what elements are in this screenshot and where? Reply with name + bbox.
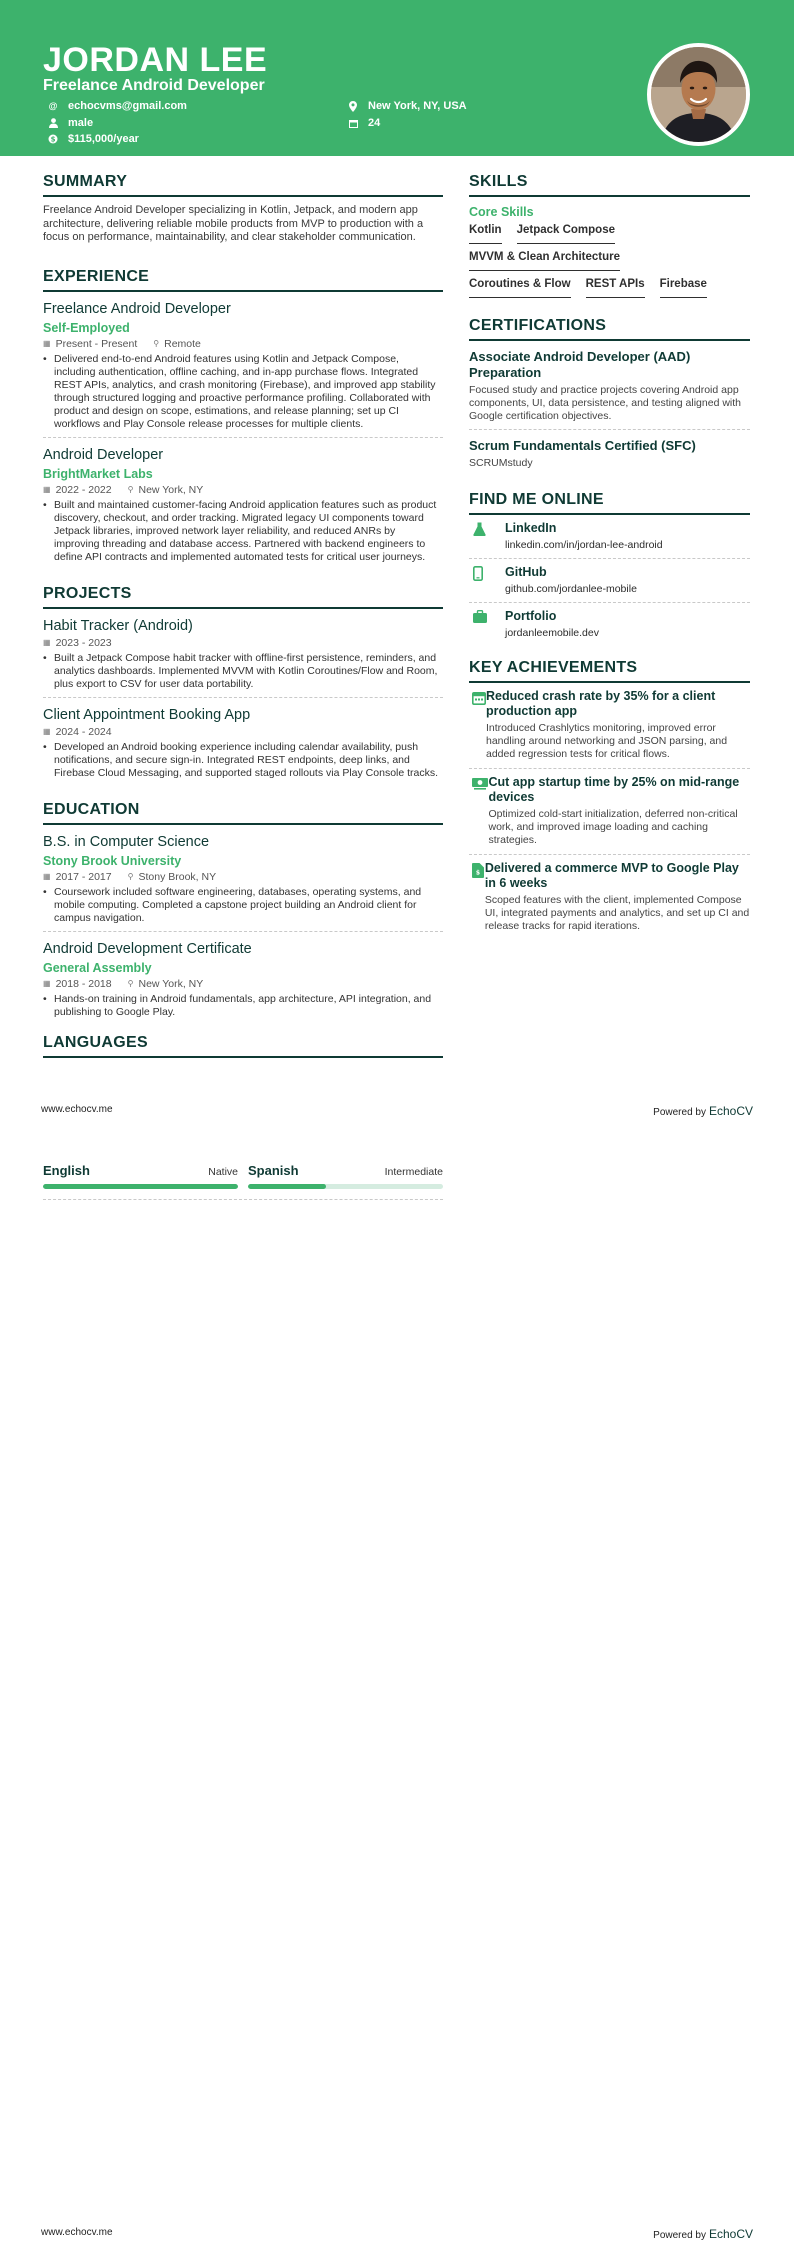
language-name: Spanish xyxy=(248,1163,299,1178)
education-dates: 2018 - 2018 xyxy=(55,977,112,990)
summary-section xyxy=(43,172,443,245)
certification-issuer: SCRUMstudy xyxy=(469,457,533,469)
language-item xyxy=(248,1163,443,1189)
calendar-icon: ▦ xyxy=(43,637,51,647)
money-icon xyxy=(469,775,489,847)
languages-section xyxy=(43,1033,443,1058)
degree: Android Development Certificate xyxy=(43,940,252,957)
skill-tag: MVVM & Clean Architecture xyxy=(469,250,620,271)
achievement-entry xyxy=(469,683,750,769)
online-label: GitHub xyxy=(505,565,547,579)
project-entry xyxy=(43,617,443,698)
contact-salary xyxy=(46,132,139,146)
experience-entry xyxy=(43,446,443,570)
experience-section xyxy=(43,267,443,570)
online-label: LinkedIn xyxy=(505,521,557,535)
document-icon xyxy=(469,861,485,933)
age-value: 24 xyxy=(368,117,381,129)
education-location: New York, NY xyxy=(138,977,204,990)
certification-entry xyxy=(469,438,750,476)
page-footer xyxy=(41,1104,753,1118)
online-label: Portfolio xyxy=(505,609,557,623)
project-name: Habit Tracker (Android) xyxy=(43,617,193,634)
calendar-icon: ▦ xyxy=(43,978,51,988)
skill-tag: Firebase xyxy=(660,277,707,298)
online-link-portfolio[interactable] xyxy=(469,603,750,646)
skills-row xyxy=(469,250,750,271)
language-level: Intermediate xyxy=(384,1166,443,1178)
experience-entry xyxy=(43,300,443,438)
project-name: Client Appointment Booking App xyxy=(43,706,251,723)
job-dates: Present - Present xyxy=(55,337,138,350)
school: Stony Brook University xyxy=(43,853,182,868)
certification-name: Associate Android Developer (AAD) Preparation xyxy=(469,349,691,380)
projects-section xyxy=(43,584,443,786)
skills-group-label: Core Skills xyxy=(469,205,534,219)
project-meta xyxy=(43,725,443,739)
experience-heading: EXPERIENCE xyxy=(43,267,443,292)
person-icon xyxy=(46,118,60,128)
job-location: New York, NY xyxy=(138,483,204,496)
candidate-name: JORDAN LEE xyxy=(43,41,268,79)
footer-site[interactable]: www.echocv.me xyxy=(41,1104,113,1115)
avatar xyxy=(647,43,750,146)
online-heading: FIND ME ONLINE xyxy=(469,490,750,515)
education-description: • Hands-on training in Android fundamentals, app architecture, API integration, and publishing to Google Play. xyxy=(43,993,443,1019)
project-description: • Built a Jetpack Compose habit tracker with offline-first persistence, reminders, and analytics dashboards. Implemented MVVM with Kotlin Coroutines/Flow and Room, plus export to CSV for user data portability. xyxy=(43,652,443,691)
achievements-section xyxy=(469,658,750,940)
project-description: • Developed an Android booking experience including calendar availability, push notifications, and secure sign-in. Integrated REST endpoints, deep links, and Firebase Cloud Messaging, and supported staged rollouts via Play Console tracks. xyxy=(43,741,443,780)
job-meta xyxy=(43,483,443,497)
job-title: Freelance Android Developer xyxy=(43,300,231,317)
calendar-icon: ▦ xyxy=(43,726,51,736)
achievement-description: Optimized cold-start initialization, deferred non-critical work, and improved image loading and caching strategies. xyxy=(488,808,738,846)
location-pin-icon: ⚲ xyxy=(153,338,160,348)
achievement-title: Reduced crash rate by 35% for a client production app xyxy=(486,689,716,718)
education-meta xyxy=(43,977,443,991)
language-proficiency-fill xyxy=(43,1184,238,1189)
project-dates: 2024 - 2024 xyxy=(55,725,112,738)
online-link-github[interactable] xyxy=(469,559,750,603)
job-description: • Built and maintained customer-facing Android application features such as product discovery, checkout, and order tracking. Migrated legacy UI components toward Jetpack libraries, improved network layer reliability, and reduced ANRs by improving threading and database access. Partnered with backend engineers to define API contracts and implemented automated tests for critical user journeys. xyxy=(43,499,443,564)
achievement-title: Cut app startup time by 25% on mid-range devices xyxy=(488,775,740,804)
online-url[interactable]: jordanleemobile.dev xyxy=(505,627,599,639)
skills-heading: SKILLS xyxy=(469,172,750,197)
location-pin-icon: ⚲ xyxy=(127,484,134,494)
certifications-heading: CERTIFICATIONS xyxy=(469,316,750,341)
job-meta xyxy=(43,337,443,351)
job-dates: 2022 - 2022 xyxy=(55,483,112,496)
education-meta xyxy=(43,870,443,884)
skill-tag: REST APIs xyxy=(586,277,645,298)
achievement-description: Introduced Crashlytics monitoring, improved error handling around networking and JSON parsing, and added regression tests for critical flows. xyxy=(486,722,728,760)
calendar-icon xyxy=(346,119,360,128)
education-section xyxy=(43,800,443,1025)
candidate-role: Freelance Android Developer xyxy=(43,77,265,94)
online-link-linkedin[interactable] xyxy=(469,515,750,559)
certification-description: Focused study and practice projects covering Android app components, UI, data persistence, and testing aligned with Google certification objectives. xyxy=(469,384,741,422)
powered-by xyxy=(653,2227,753,2241)
achievement-description: Scoped features with the client, implemented Compose UI, integrated payments and analytics, and set up CI and release tracks for rapid iterations. xyxy=(484,894,750,932)
employer: BrightMarket Labs xyxy=(43,466,153,481)
language-level: Native xyxy=(208,1166,238,1178)
powered-label: Powered by xyxy=(653,2230,706,2241)
contact-email[interactable] xyxy=(46,99,187,113)
calendar-icon: ▦ xyxy=(43,338,51,348)
calendar-icon: ▦ xyxy=(43,484,51,494)
project-entry xyxy=(43,706,443,786)
svg-text:$: $ xyxy=(475,869,481,877)
skill-tag: Kotlin xyxy=(469,223,502,244)
email-value: echocvms@gmail.com xyxy=(68,100,187,112)
job-description: • Delivered end-to-end Android features using Kotlin and Jetpack Compose, including authentication, offline caching, and in-app purchase flows. Integrated REST APIs, analytics, and crash monitoring (Firebase), and improved app stability through structured logging and proactive performance profiling. Collaborated with product and design on scope, estimations, and release planning; set up CI workflows and Play Console release processes for multiple clients. xyxy=(43,353,443,431)
briefcase-icon xyxy=(469,608,505,640)
salary-value: $115,000/year xyxy=(68,133,139,145)
summary-heading: SUMMARY xyxy=(43,172,443,197)
school: General Assembly xyxy=(43,960,152,975)
skills-row xyxy=(469,223,750,244)
employer: Self-Employed xyxy=(43,320,130,335)
project-meta xyxy=(43,636,443,650)
education-description: • Coursework included software engineering, databases, operating systems, and mobile computing. Completed a capstone project building an Android client for campus navigation. xyxy=(43,886,443,925)
powered-label: Powered by xyxy=(653,1107,706,1118)
skill-tag: Coroutines & Flow xyxy=(469,277,571,298)
money-icon xyxy=(46,134,60,144)
location-pin-icon: ⚲ xyxy=(127,871,134,881)
right-column xyxy=(469,172,750,940)
education-heading: EDUCATION xyxy=(43,800,443,825)
contact-age xyxy=(346,116,380,130)
education-dates: 2017 - 2017 xyxy=(55,870,112,883)
achievement-entry xyxy=(469,855,750,940)
contact-location xyxy=(346,99,467,113)
calendar-icon: ▦ xyxy=(43,871,51,881)
language-proficiency-bar xyxy=(248,1184,443,1189)
education-entry xyxy=(43,940,443,1025)
certification-entry xyxy=(469,349,750,430)
languages-heading: LANGUAGES xyxy=(43,1033,443,1058)
svg-text:$: $ xyxy=(50,135,56,144)
job-title: Android Developer xyxy=(43,446,164,463)
projects-heading: PROJECTS xyxy=(43,584,443,609)
certifications-section xyxy=(469,316,750,476)
certification-name: Scrum Fundamentals Certified (SFC) xyxy=(469,438,696,453)
gender-value: male xyxy=(68,117,94,129)
degree: B.S. in Computer Science xyxy=(43,833,210,850)
online-section xyxy=(469,490,750,646)
languages-list xyxy=(43,1163,443,1200)
education-entry xyxy=(43,833,443,932)
achievements-heading: KEY ACHIEVEMENTS xyxy=(469,658,750,683)
left-column xyxy=(43,172,443,1058)
at-icon: @ xyxy=(48,101,58,111)
skills-row xyxy=(469,277,750,298)
education-location: Stony Brook, NY xyxy=(138,870,217,883)
summary-text: Freelance Android Developer specializing in Kotlin, Jetpack, and modern app architecture, delivering reliable mobile products from MVP to production with a focus on performance, maintainability, and clear stakeholder communication. xyxy=(43,204,424,243)
footer-site[interactable]: www.echocv.me xyxy=(41,2227,113,2238)
online-url[interactable]: linkedin.com/in/jordan-lee-android xyxy=(505,539,663,551)
skills-section xyxy=(469,172,750,298)
brand-logo: EchoCV xyxy=(708,2227,753,2241)
language-item xyxy=(43,1163,238,1189)
language-proficiency-bar xyxy=(43,1184,238,1189)
flask-icon xyxy=(469,520,505,552)
location-value: New York, NY, USA xyxy=(368,100,467,112)
achievement-title: Delivered a commerce MVP to Google Play in 6 weeks xyxy=(484,861,739,890)
phone-icon xyxy=(469,564,505,596)
language-name: English xyxy=(43,1163,90,1178)
calendar-icon xyxy=(469,689,486,761)
online-url[interactable]: github.com/jordanlee-mobile xyxy=(505,583,637,595)
job-location: Remote xyxy=(164,337,201,350)
brand-logo: EchoCV xyxy=(708,1104,753,1118)
location-pin-icon xyxy=(346,101,360,112)
location-pin-icon: ⚲ xyxy=(127,978,134,988)
skill-tag: Jetpack Compose xyxy=(517,223,615,244)
powered-by xyxy=(653,1104,753,1118)
language-proficiency-fill xyxy=(248,1184,326,1189)
page-footer xyxy=(41,2227,753,2241)
contact-gender xyxy=(46,116,93,130)
resume-header xyxy=(0,0,794,156)
project-dates: 2023 - 2023 xyxy=(55,636,112,649)
achievement-entry xyxy=(469,769,750,855)
